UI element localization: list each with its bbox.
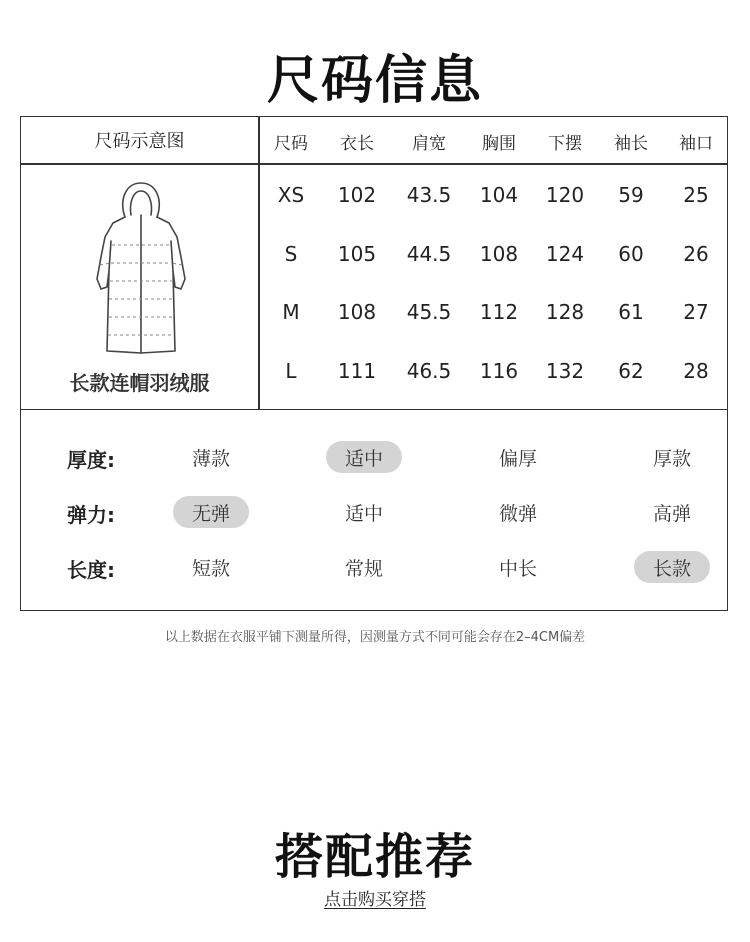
attribute-option: 高弹 [652, 502, 691, 525]
size-cell: M [282, 300, 300, 324]
measurement-cell: 45.5 [406, 300, 452, 324]
attribute-option: 适中 [344, 502, 383, 525]
attribute-option-selected: 长款 [634, 551, 710, 583]
attribute-option: 偏厚 [498, 447, 537, 470]
size-cell: L [285, 359, 297, 383]
page-title: 尺码信息 [266, 51, 483, 111]
measurement-cell: 132 [545, 359, 585, 383]
column-header: 袖长 [614, 134, 648, 154]
measurement-cell: 62 [618, 359, 644, 383]
measurement-cell: 26 [683, 242, 709, 266]
measurement-cell: 27 [683, 300, 709, 324]
measurement-cell: 102 [337, 183, 377, 207]
measurement-cell: 60 [618, 242, 644, 266]
column-header: 胸围 [482, 134, 516, 154]
attribute-label: 长度: [67, 558, 115, 582]
measurement-cell: 44.5 [406, 242, 452, 266]
measurement-cell: 46.5 [406, 359, 452, 383]
measurement-cell: 105 [337, 242, 377, 266]
attribute-option: 常规 [344, 557, 383, 580]
attribute-label: 厚度: [67, 448, 115, 472]
measurement-cell: 112 [479, 300, 519, 324]
measurement-cell: 59 [618, 183, 644, 207]
measurement-cell: 43.5 [406, 183, 452, 207]
measurement-cell: 104 [479, 183, 519, 207]
measurement-cell: 111 [337, 359, 377, 383]
attribute-option: 短款 [191, 557, 230, 580]
size-cell: XS [277, 183, 305, 207]
measurement-cell: 61 [618, 300, 644, 324]
column-header: 袖口 [679, 134, 713, 154]
match-recommend-title: 搭配推荐 [274, 829, 475, 885]
size-table [20, 116, 728, 410]
measurement-cell: 108 [479, 242, 519, 266]
attribute-option-selected: 无弹 [173, 496, 249, 528]
measurement-cell: 128 [545, 300, 585, 324]
measurement-cell: 108 [337, 300, 377, 324]
measurement-cell: 116 [479, 359, 519, 383]
long-hooded-down-coat-icon [79, 179, 203, 359]
measurement-note: 以上数据在衣服平铺下测量所得，因测量方式不同可能会存在2–4CM偏差 [164, 630, 586, 645]
attribute-label: 弹力: [67, 503, 115, 527]
size-cell: S [284, 242, 298, 266]
column-header: 衣长 [340, 134, 374, 154]
attribute-option: 微弹 [498, 502, 537, 525]
column-header: 尺码 [274, 134, 308, 154]
column-header: 肩宽 [412, 134, 446, 154]
measurement-cell: 120 [545, 183, 585, 207]
attribute-option: 薄款 [191, 447, 230, 470]
measurement-cell: 124 [545, 242, 585, 266]
attribute-option: 厚款 [652, 447, 691, 470]
attribute-option-selected: 适中 [326, 441, 402, 473]
coat-label: 长款连帽羽绒服 [69, 371, 210, 395]
buy-outfit-link-wrapper [0, 885, 750, 910]
buy-outfit-link[interactable]: 点击购买穿搭 [324, 890, 426, 910]
diagram-header: 尺码示意图 [94, 131, 185, 152]
attribute-option: 中长 [498, 557, 537, 580]
column-header: 下摆 [548, 134, 582, 154]
table-divider-horizontal [21, 163, 727, 165]
measurement-cell: 25 [683, 183, 709, 207]
measurement-cell: 28 [683, 359, 709, 383]
attribute-panel [20, 409, 728, 611]
